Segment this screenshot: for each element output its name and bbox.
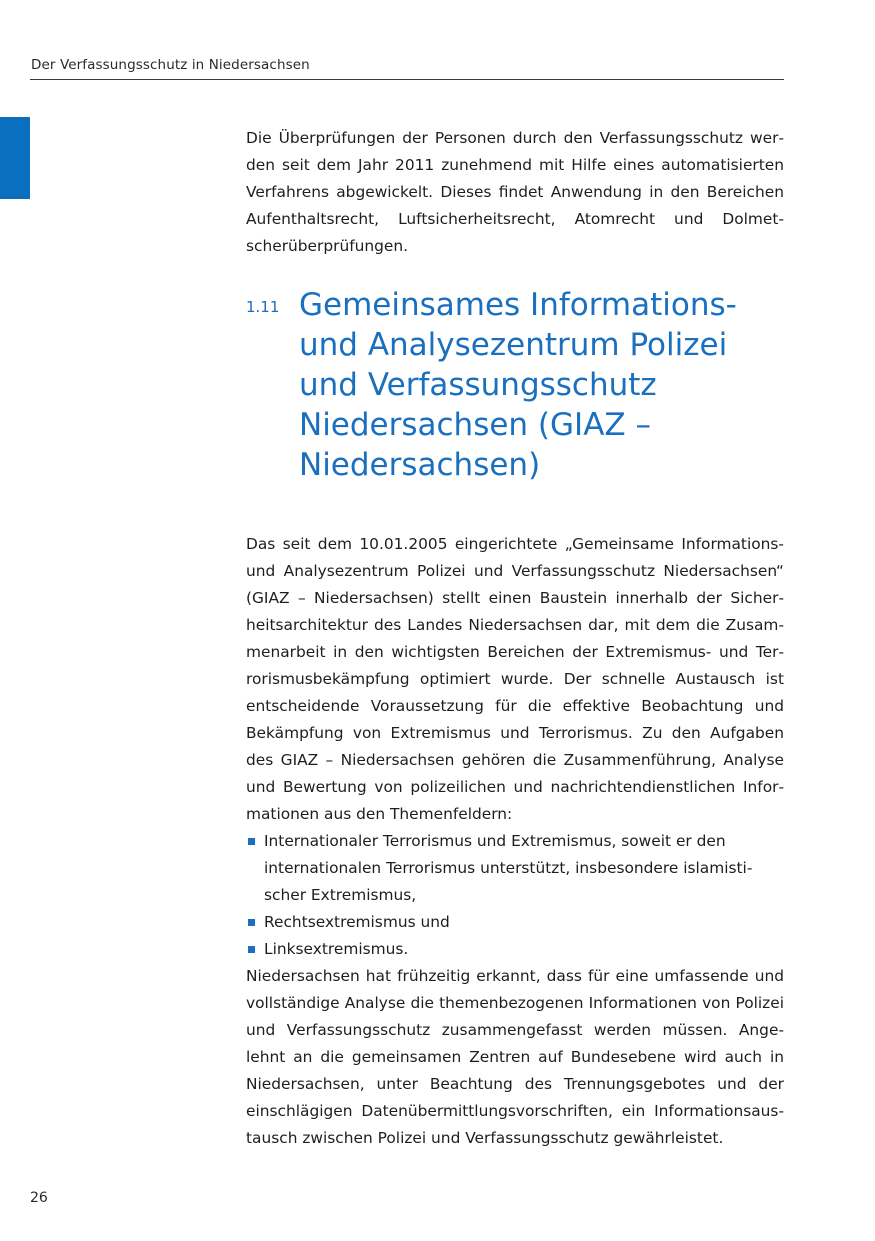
running-header-title: Der Verfassungsschutz in Niedersachsen [31,57,310,73]
chapter-side-tab [0,117,30,199]
section-heading [246,285,784,485]
header-rule [30,79,784,80]
body-paragraph-1: Das seit dem 10.01.2005 eingerichtete „Gemeinsame Informations- und Analysezentrum Polizei und Verfassungsschutz Niedersachsen“ (GIAZ – Niedersachsen) stellt einen Baustein innerhalb der Sicherheitsarchitektur des Landes Niedersachsen dar, mit dem die Zusammenarbeit in den wichtigsten Bereichen der Extremismus- und Terrorismusbekämpfung optimiert wurde. Der schnelle Austausch ist entscheidende Voraussetzung für die effektive Beobachtung und Bekämpfung von Extremismus und Terrorismus. Zu den Aufgaben des GIAZ – Niedersachsen gehören die Zusammenführung, Analyse und Bewertung von polizeilichen und nachrichtendienstlichen Informationen aus den Themenfeldern: [246,535,784,823]
list-item: Rechtsextremismus und [246,909,784,936]
topic-list [246,828,784,963]
main-content [246,125,784,1152]
intro-paragraph: Die Überprüfungen der Personen durch den Verfassungsschutz werden seit dem Jahr 2011 zunehmend mit Hilfe eines automatisierten Verfahrens abgewickelt. Dieses findet Anwendung in den Bereichen Aufenthaltsrecht, Luftsicherheitsrecht, Atomrecht und Dolmetscherüberprüfungen. [246,129,784,255]
section-title: Gemeinsames Informations- und Analysezentrum Polizei und Verfassungsschutz Niedersachsen (GIAZ – Niedersachsen) [299,287,737,483]
body-paragraph-2: Niedersachsen hat frühzeitig erkannt, dass für eine umfassende und vollständige Analyse die themenbezogenen Informationen von Polizei und Verfassungsschutz zusammengefasst werden müssen. Angelehnt an die gemeinsamen Zentren auf Bundesebene wird auch in Niedersachsen, unter Beachtung des Trennungsgebotes und der einschlägigen Datenübermittlungsvorschriften, ein Informationsaustausch zwischen Polizei und Verfassungsschutz gewährleistet. [246,967,784,1147]
section-spacer [246,485,784,531]
list-item: Linksextremismus. [246,936,784,963]
section-number: 1.11 [246,298,280,316]
page-number: 26 [30,1190,48,1206]
list-item: Internationaler Terrorismus und Extremismus, soweit er den internationalen Terrorismus unterstützt, insbesondere islamistischer Extremismus, [246,828,784,909]
